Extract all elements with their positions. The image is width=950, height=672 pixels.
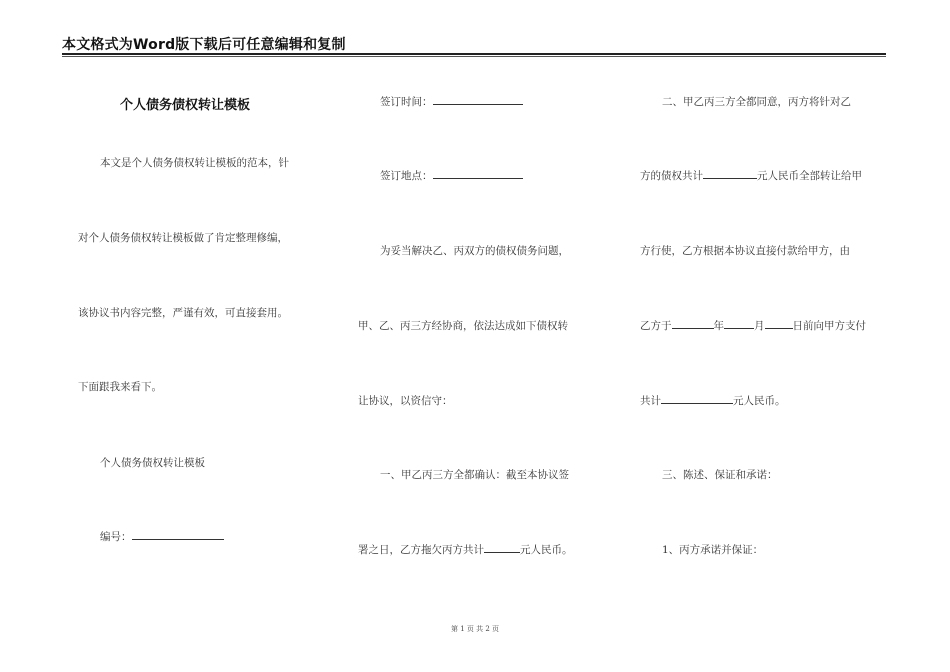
paragraph-line: 一、甲乙丙三方全都确认：截至本协议签 [380,469,569,481]
header-rule-thick [62,53,886,55]
month-blank [724,318,754,329]
paragraph-line: 该协议书内容完整，严谨有效，可直接套用。 [78,307,288,319]
section-heading: 个人债务债权转让模板 [100,457,205,469]
paragraph-line: 本文是个人债务债权转让模板的范本，针 [100,157,289,169]
amount-blank [661,393,733,404]
number-blank [132,529,224,540]
paragraph-line-with-blank [640,168,862,183]
paragraph-line-with-blank [358,542,573,557]
paragraph-line: 甲、乙、丙三方经协商，依法达成如下债权转 [358,320,568,332]
sign-time-row [380,94,523,109]
text-segment: 元人民币全部转让给甲 [757,170,862,182]
text-segment: 月 [754,320,765,332]
section-heading: 三、陈述、保证和承诺： [662,469,778,481]
paragraph-line: 为妥当解决乙、丙双方的债权债务问题， [380,245,569,257]
paragraph-line: 1、丙方承诺并保证： [662,544,764,556]
number-field-row [100,529,224,544]
paragraph-line: 让协议，以资信守： [358,395,453,407]
text-segment: 年 [713,320,724,332]
text-segment: 元人民币。 [520,544,573,556]
sign-time-label: 签订时间： [380,96,433,108]
text-segment: 元人民币。 [733,395,786,407]
amount-blank [484,542,520,553]
page-number: 第 1 页 共 2 页 [450,625,500,633]
day-blank [765,318,793,329]
sign-place-blank [433,168,523,179]
header-rule-thin [62,56,886,57]
amount-blank [703,168,757,179]
paragraph-line: 对个人债务债权转让模板做了肯定整理修编， [78,232,288,244]
sign-place-label: 签订地点： [380,170,433,182]
date-line-with-blanks [640,318,866,333]
text-segment: 日前向甲方支付 [792,320,866,332]
sign-place-row [380,168,523,183]
paragraph-line-with-blank [640,393,786,408]
sign-time-blank [433,94,523,105]
document-header: 本文格式为Word版下载后可任意编辑和复制 [62,37,346,53]
paragraph-line: 二、甲乙丙三方全都同意，丙方将针对乙 [662,96,851,108]
year-blank [672,318,714,329]
paragraph-line: 方行使，乙方根据本协议直接付款给甲方，由 [640,245,850,257]
document-title: 个人债务债权转让模板 [120,98,251,113]
text-segment: 方的债权共计 [640,170,703,182]
text-segment: 署之日，乙方拖欠丙方共计 [358,544,484,556]
text-segment: 乙方于 [640,320,672,332]
text-segment: 共计 [640,395,661,407]
number-label: 编号： [100,531,132,543]
paragraph-line: 下面跟我来看下。 [78,381,162,393]
